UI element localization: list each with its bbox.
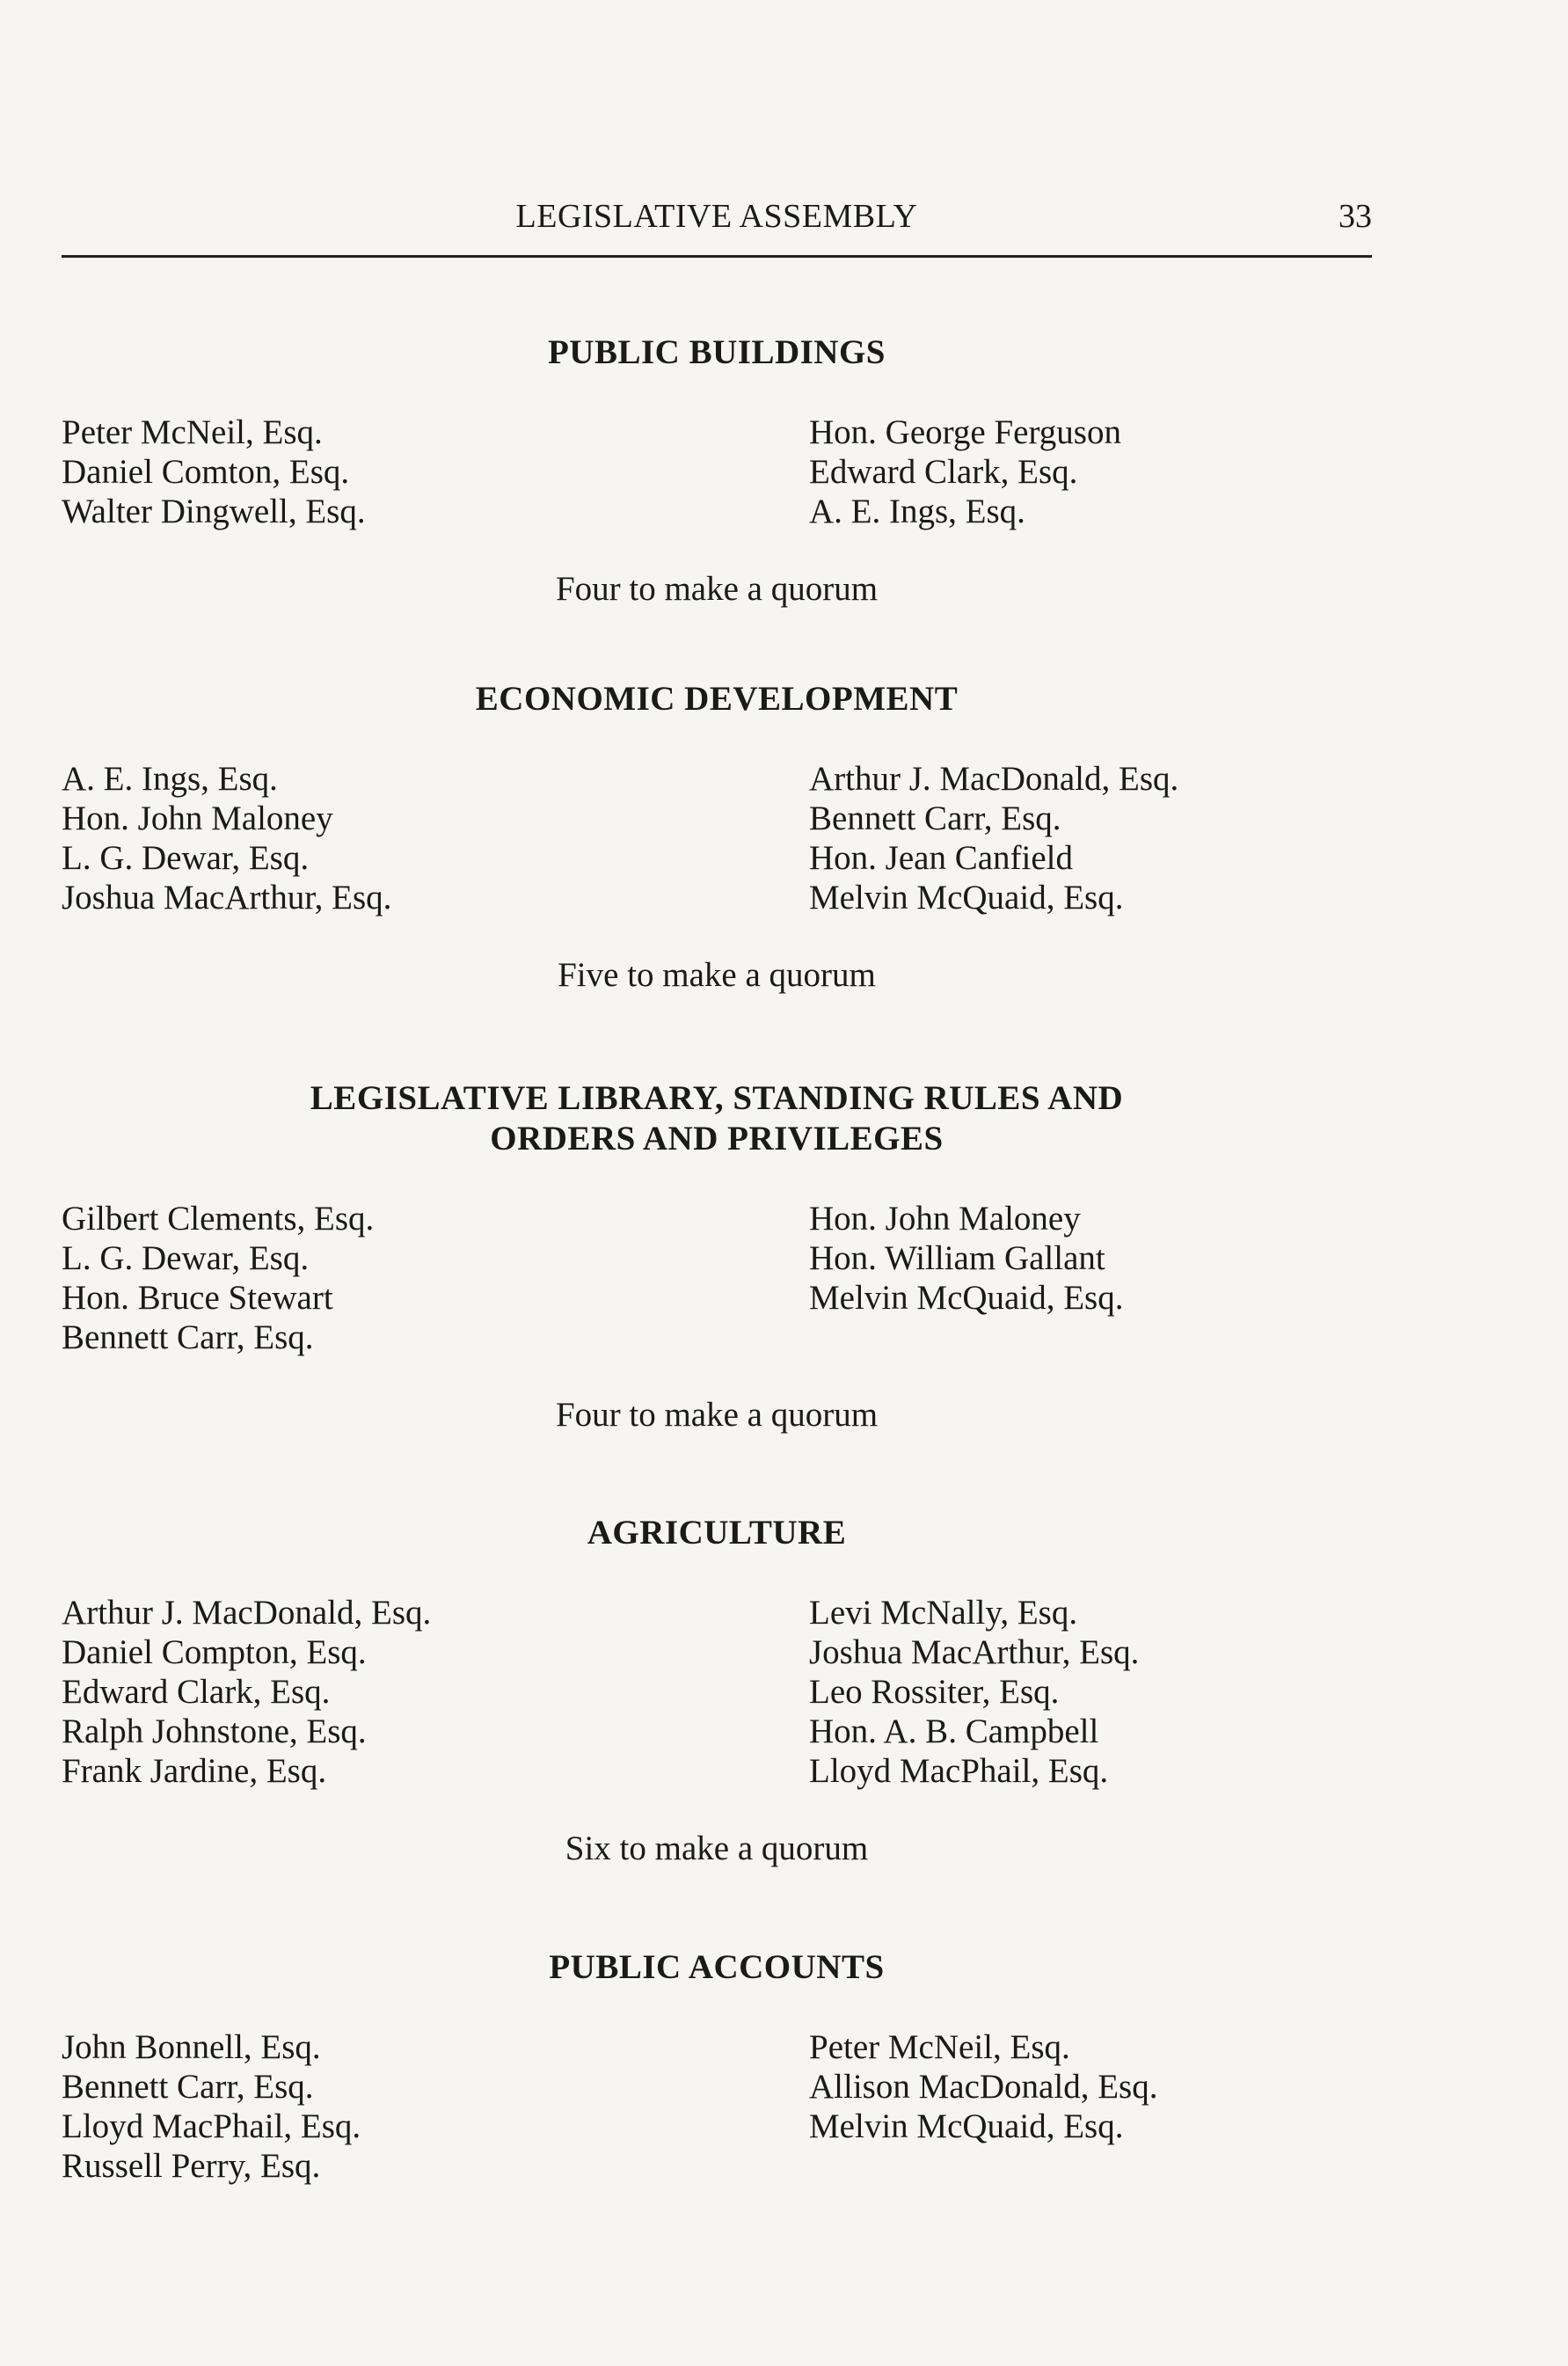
member-name: Melvin McQuaid, Esq.	[809, 1279, 1124, 1317]
quorum-note: Four to make a quorum	[555, 570, 879, 608]
quorum-note: Six to make a quorum	[565, 1829, 869, 1867]
committee-title	[62, 332, 1372, 373]
member-name: Joshua MacArthur, Esq.	[62, 879, 392, 916]
running-title: LEGISLATIVE ASSEMBLY	[515, 198, 918, 235]
member-name: A. E. Ings, Esq.	[809, 493, 1025, 530]
member-name: Lloyd MacPhail, Esq.	[62, 2107, 361, 2145]
committee-title	[62, 1078, 1372, 1159]
member-column-right	[809, 2027, 1372, 2186]
member-name: Bennett Carr, Esq.	[809, 800, 1061, 837]
member-name: Arthur J. MacDonald, Esq.	[62, 1594, 432, 1632]
member-name: Hon. A. B. Campbell	[809, 1712, 1099, 1750]
member-column-right	[809, 1593, 1372, 1791]
member-name: Leo Rossiter, Esq.	[809, 1673, 1060, 1711]
member-list	[62, 1593, 1372, 1791]
member-column-right	[809, 759, 1372, 917]
committee-title-line: ORDERS AND PRIVILEGES	[490, 1120, 944, 1157]
member-name: Russell Perry, Esq.	[62, 2147, 321, 2185]
committee-title	[62, 679, 1372, 719]
member-column-left	[62, 1593, 809, 1791]
member-name: John Bonnell, Esq.	[62, 2028, 321, 2066]
member-column-left	[62, 2027, 809, 2186]
committee-legislative-library	[62, 1078, 1372, 1435]
member-name: Lloyd MacPhail, Esq.	[809, 1752, 1109, 1790]
member-column-left	[62, 1199, 809, 1357]
member-name: A. E. Ings, Esq.	[62, 760, 278, 798]
committee-public-buildings	[62, 332, 1372, 610]
member-list	[62, 413, 1372, 531]
quorum-note: Five to make a quorum	[558, 956, 876, 994]
member-name: Ralph Johnstone, Esq.	[62, 1712, 367, 1750]
member-name: Levi McNally, Esq.	[809, 1594, 1078, 1632]
member-name: Peter McNeil, Esq.	[62, 413, 323, 451]
member-name: Peter McNeil, Esq.	[809, 2028, 1070, 2066]
committee-title	[62, 1513, 1372, 1553]
member-name: Hon. George Ferguson	[809, 413, 1121, 451]
member-column-right	[809, 413, 1372, 531]
member-name: Edward Clark, Esq.	[62, 1673, 331, 1711]
member-name: Daniel Comton, Esq.	[62, 453, 350, 491]
member-name: Hon. Jean Canfield	[809, 839, 1074, 877]
member-name: Bennett Carr, Esq.	[62, 2068, 314, 2106]
committee-title-line: PUBLIC ACCOUNTS	[549, 1948, 885, 1986]
committee-economic-development	[62, 679, 1372, 996]
committee-title-line: PUBLIC BUILDINGS	[547, 333, 886, 371]
member-name: Bennett Carr, Esq.	[62, 1318, 314, 1356]
member-column-left	[62, 759, 809, 917]
member-name: Frank Jardine, Esq.	[62, 1752, 327, 1790]
committee-title	[62, 1947, 1372, 1988]
member-column-left	[62, 413, 809, 531]
member-list	[62, 1199, 1372, 1357]
member-name: Arthur J. MacDonald, Esq.	[809, 760, 1179, 798]
running-header	[62, 192, 1372, 241]
member-name: Gilbert Clements, Esq.	[62, 1200, 375, 1238]
quorum-note: Four to make a quorum	[555, 1396, 879, 1434]
page-number: 33	[1338, 198, 1372, 235]
member-name: Allison MacDonald, Esq.	[809, 2068, 1158, 2106]
member-name: Edward Clark, Esq.	[809, 453, 1078, 491]
header-rule	[62, 255, 1372, 258]
committee-title-line: ECONOMIC DEVELOPMENT	[475, 680, 959, 718]
member-name: Hon. John Maloney	[62, 800, 333, 837]
member-list	[62, 2027, 1372, 2186]
committee-public-accounts	[62, 1947, 1372, 2186]
member-column-right	[809, 1199, 1372, 1357]
member-name: Walter Dingwell, Esq.	[62, 493, 366, 530]
member-name: Hon. William Gallant	[809, 1239, 1105, 1277]
member-name: Joshua MacArthur, Esq.	[809, 1633, 1140, 1671]
member-list	[62, 759, 1372, 917]
committee-agriculture	[62, 1513, 1372, 1869]
member-name: Daniel Compton, Esq.	[62, 1633, 367, 1671]
member-name: Melvin McQuaid, Esq.	[809, 2107, 1124, 2145]
member-name: L. G. Dewar, Esq.	[62, 1239, 310, 1277]
committee-title-line: AGRICULTURE	[587, 1514, 847, 1552]
member-name: Hon. Bruce Stewart	[62, 1279, 333, 1317]
member-name: Hon. John Maloney	[809, 1200, 1081, 1238]
member-name: L. G. Dewar, Esq.	[62, 839, 310, 877]
committee-title-line: LEGISLATIVE LIBRARY, STANDING RULES AND	[310, 1079, 1124, 1117]
member-name: Melvin McQuaid, Esq.	[809, 879, 1124, 916]
